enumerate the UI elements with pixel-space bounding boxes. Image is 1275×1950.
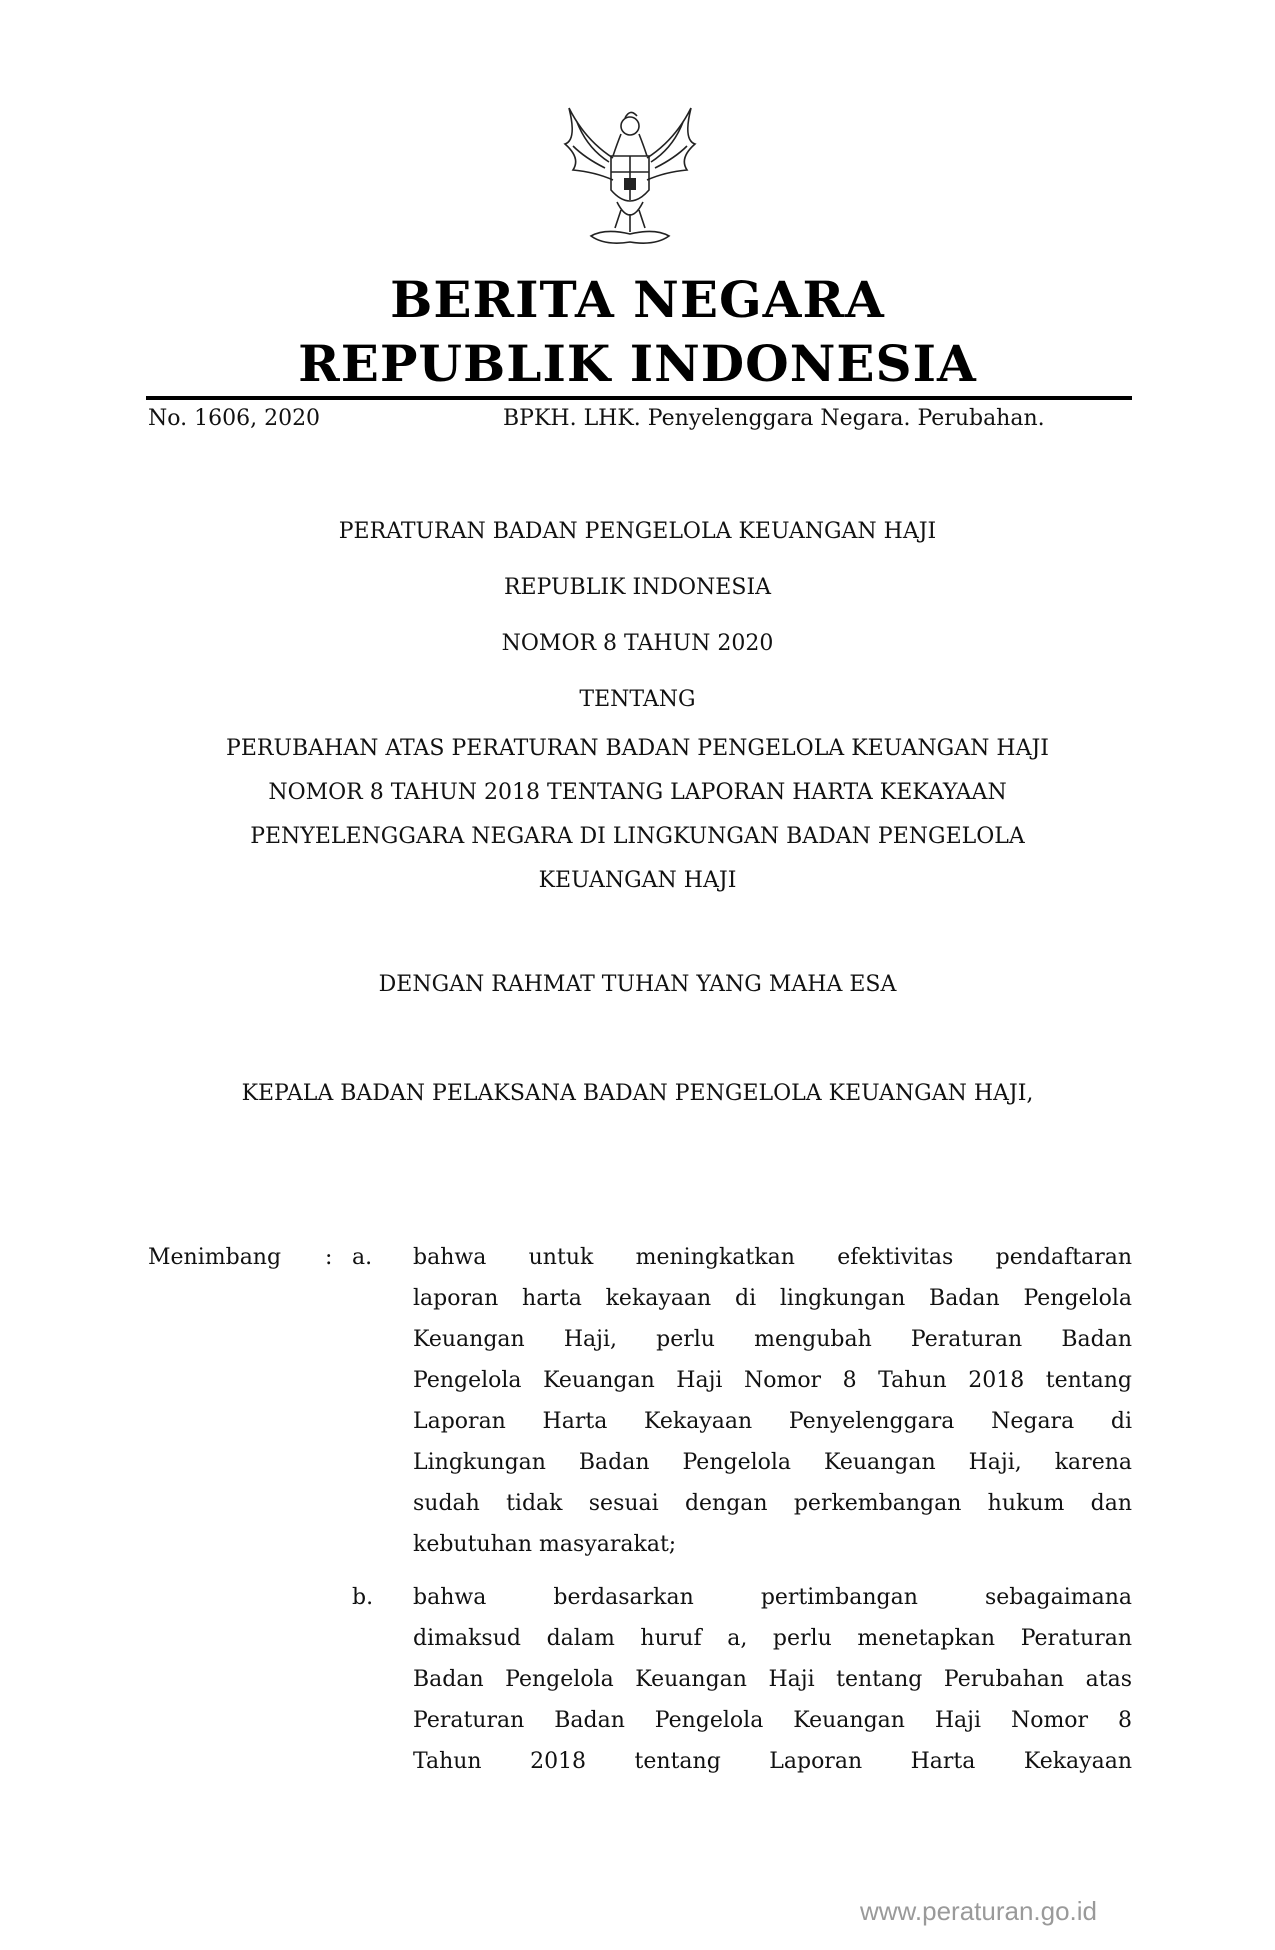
- considering-item-a: [413, 1237, 1132, 1565]
- item-b-line: Peraturan Badan Pengelola Keuangan Haji Nomor 8: [413, 1708, 1132, 1733]
- garuda-emblem-icon: [555, 100, 705, 260]
- heading-line: PERATURAN BADAN PENGELOLA KEUANGAN HAJI: [338, 519, 937, 544]
- about-line: NOMOR 8 TAHUN 2018 TENTANG LAPORAN HARTA KEKAYAAN: [268, 780, 1007, 805]
- considering-item-b: [413, 1577, 1132, 1782]
- item-a-line: Pengelola Keuangan Haji Nomor 8 Tahun 2018 tentang: [413, 1368, 1132, 1393]
- item-b-line: Badan Pengelola Keuangan Haji tentang Perubahan atas: [413, 1667, 1132, 1692]
- item-a-line: Lingkungan Badan Pengelola Keuangan Haji, karena: [413, 1450, 1132, 1475]
- item-marker-a: a.: [352, 1245, 373, 1270]
- about-line: PERUBAHAN ATAS PERATURAN BADAN PENGELOLA KEUANGAN HAJI: [226, 736, 1049, 761]
- item-a-line: bahwa untuk meningkatkan efektivitas pendaftaran: [413, 1245, 1132, 1270]
- header-divider: [146, 396, 1132, 400]
- item-a-line: kebutuhan masyarakat;: [413, 1532, 677, 1557]
- heading-line: REPUBLIK INDONESIA: [503, 575, 772, 600]
- considering-colon: :: [325, 1245, 333, 1270]
- item-a-line: Keuangan Haji, perlu mengubah Peraturan Badan: [413, 1327, 1132, 1352]
- gazette-title-line-2: REPUBLIK INDONESIA: [298, 334, 977, 393]
- about-line: PENYELENGGARA NEGARA DI LINGKUNGAN BADAN PENGELOLA: [250, 824, 1025, 849]
- gazette-subject: BPKH. LHK. Penyelenggara Negara. Perubahan.: [503, 406, 1045, 431]
- regulation-heading: [0, 504, 1275, 728]
- heading-line: NOMOR 8 TAHUN 2020: [501, 631, 774, 656]
- gazette-masthead: [0, 268, 1275, 396]
- issuer: KEPALA BADAN PELAKSANA BADAN PENGELOLA KEUANGAN HAJI,: [241, 1081, 1034, 1106]
- item-b-line: Tahun 2018 tentang Laporan Harta Kekayaan: [413, 1749, 1132, 1774]
- considering-label: Menimbang: [148, 1245, 282, 1270]
- heading-line: TENTANG: [579, 687, 696, 712]
- item-a-line: laporan harta kekayaan di lingkungan Badan Pengelola: [413, 1286, 1132, 1311]
- invocation: DENGAN RAHMAT TUHAN YANG MAHA ESA: [378, 972, 897, 997]
- item-a-line: Laporan Harta Kekayaan Penyelenggara Negara di: [413, 1409, 1132, 1434]
- gazette-number: No. 1606, 2020: [148, 406, 321, 431]
- item-marker-b: b.: [352, 1585, 374, 1610]
- item-b-line: dimaksud dalam huruf a, perlu menetapkan Peraturan: [413, 1626, 1132, 1651]
- item-b-line: bahwa berdasarkan pertimbangan sebagaimana: [413, 1585, 1132, 1610]
- regulation-about: [0, 727, 1275, 903]
- source-watermark: www.peraturan.go.id: [860, 1896, 1098, 1926]
- gazette-title-line-1: BERITA NEGARA: [390, 270, 885, 329]
- about-line: KEUANGAN HAJI: [538, 868, 737, 893]
- item-a-line: sudah tidak sesuai dengan perkembangan hukum dan: [413, 1491, 1132, 1516]
